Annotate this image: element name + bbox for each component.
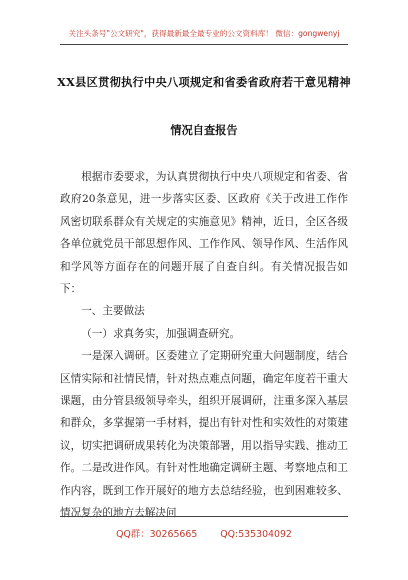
intro-paragraph: 根据市委要求，为认真贯彻执行中央八项规定和省委、省政府20条意见，进一步落实区委、区政府《关于改进工作作风密切联系群众有关规定的实施意见》精神，近日，全区各级各单位就党员干部思想作风、工作作风、领导作风、生活作风和学风等方面存在的问题开展了自查自纠。有关情况报告如下： (60, 171, 348, 296)
section-heading: 一、主要做法 (81, 305, 145, 318)
footer-qq-number: QQ:535304092 (220, 529, 292, 540)
footer-qq-group: QQ群：30265665 (116, 529, 198, 540)
body-paragraph: 一是深入调研。区委建立了定期研究重大问题制度，结合区情实际和社情民情，针对热点难点问题，确定年度若干重大课题，由分管县级领导牵头，组织开展调研，注重多深入基层和群众，多掌握第一手材料，提出有针对性和实效性的对策建议，切实把调研成果转化为决策部署，用以指导实践、推动工作。二是改进作风。有针对性地确定调研主题、考察地点和工作内容，既到工作开展好的地方去总结经验，也到困难较多、情况复杂的地方去解决问 (60, 350, 348, 520)
footer-divider (60, 516, 348, 517)
document-title: XX县区贯彻执行中央八项规定和省委省政府若干意见精神 (57, 75, 351, 89)
header-divider (60, 44, 348, 45)
footer-contact (0, 526, 408, 540)
document-subtitle: 情况自查报告 (170, 123, 238, 137)
header-banner: 关注头条号"公文研究"，获得最新最全最专业的公文资料库！ 微信：gongwenyj (68, 29, 340, 38)
document-body (60, 166, 348, 525)
subsection-heading: （一）求真务实，加强调查研究。 (81, 327, 241, 340)
